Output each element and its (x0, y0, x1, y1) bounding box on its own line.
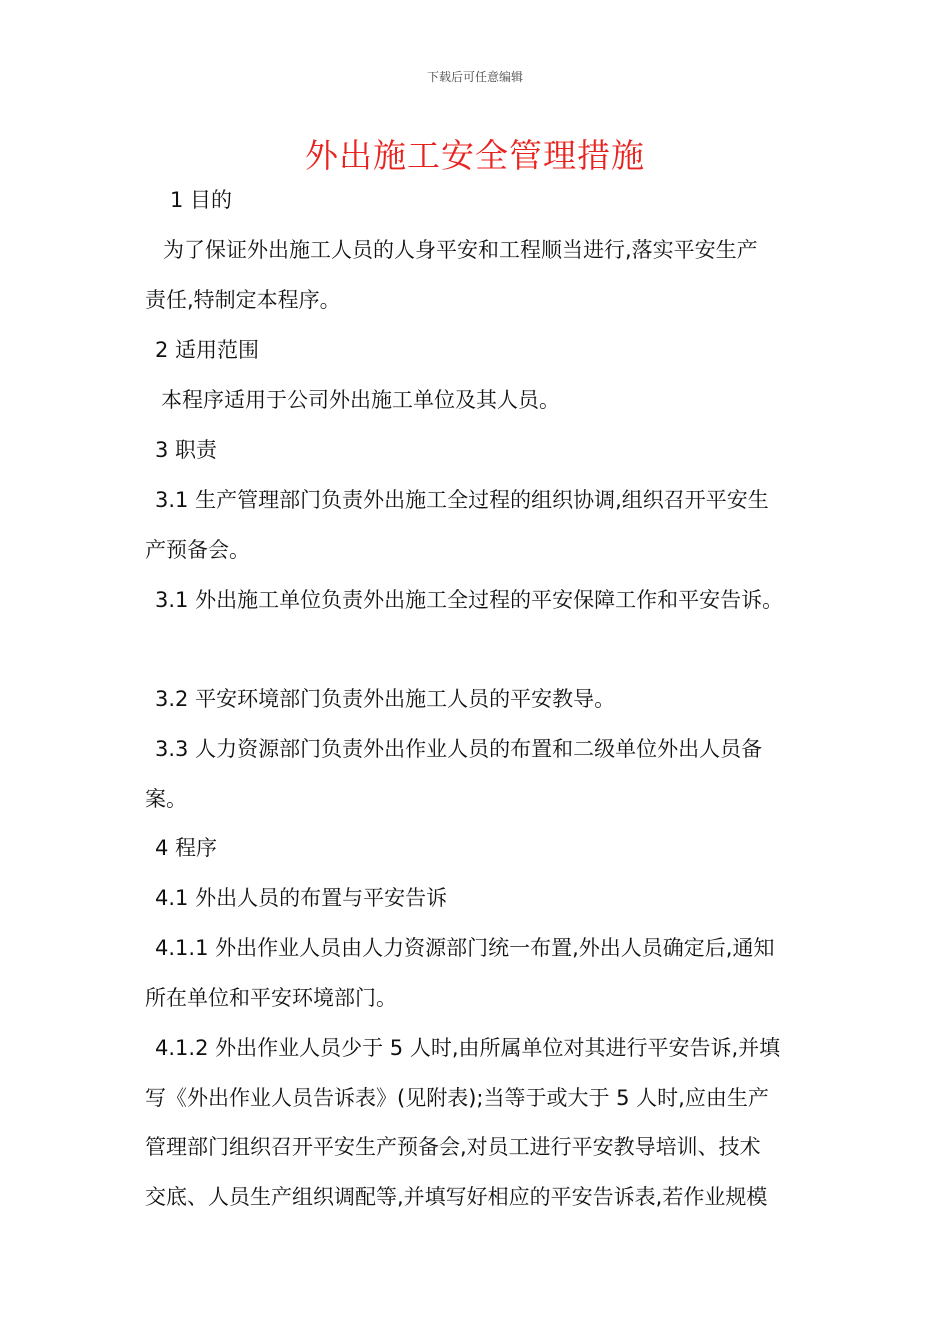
section-heading: 2 适用范围 (155, 338, 260, 362)
paragraph-line: 4.1.1 外出作业人员由人力资源部门统一布置,外出人员确定后,通知 (155, 936, 775, 960)
section-heading: 4 程序 (155, 836, 218, 860)
section-heading: 1 目的 (170, 188, 233, 212)
paragraph-line: 为了保证外出施工人员的人身平安和工程顺当进行,落实平安生产 (163, 238, 758, 262)
paragraph-line: 3.1 外出施工单位负责外出施工全过程的平安保障工作和平安告诉。 (155, 588, 784, 612)
subsection-heading: 4.1 外出人员的布置与平安告诉 (155, 886, 448, 910)
paragraph-line: 3.1 生产管理部门负责外出施工全过程的组织协调,组织召开平安生 (155, 488, 769, 512)
section-heading: 3 职责 (155, 438, 218, 462)
header-note: 下载后可任意编辑 (426, 70, 523, 84)
paragraph-line: 本程序适用于公司外出施工单位及其人员。 (161, 388, 560, 412)
paragraph-line: 4.1.2 外出作业人员少于 5 人时,由所属单位对其进行平安告诉,并填 (155, 1036, 781, 1060)
paragraph-line: 案。 (145, 787, 187, 811)
paragraph-line: 写《外出作业人员告诉表》(见附表);当等于或大于 5 人时,应由生产 (145, 1086, 769, 1110)
paragraph-line: 责任,特制定本程序。 (145, 288, 341, 312)
paragraph-line: 3.2 平安环境部门负责外出施工人员的平安教导。 (155, 687, 616, 711)
document-title: 外出施工安全管理措施 (305, 136, 645, 175)
paragraph-line: 管理部门组织召开平安生产预备会,对员工进行平安教导培训、技术 (145, 1135, 761, 1159)
paragraph-line: 3.3 人力资源部门负责外出作业人员的布置和二级单位外出人员备 (155, 737, 763, 761)
paragraph-line: 产预备会。 (145, 538, 250, 562)
paragraph-line: 交底、人员生产组织调配等,并填写好相应的平安告诉表,若作业规模 (145, 1185, 768, 1209)
paragraph-line: 所在单位和平安环境部门。 (145, 986, 397, 1010)
